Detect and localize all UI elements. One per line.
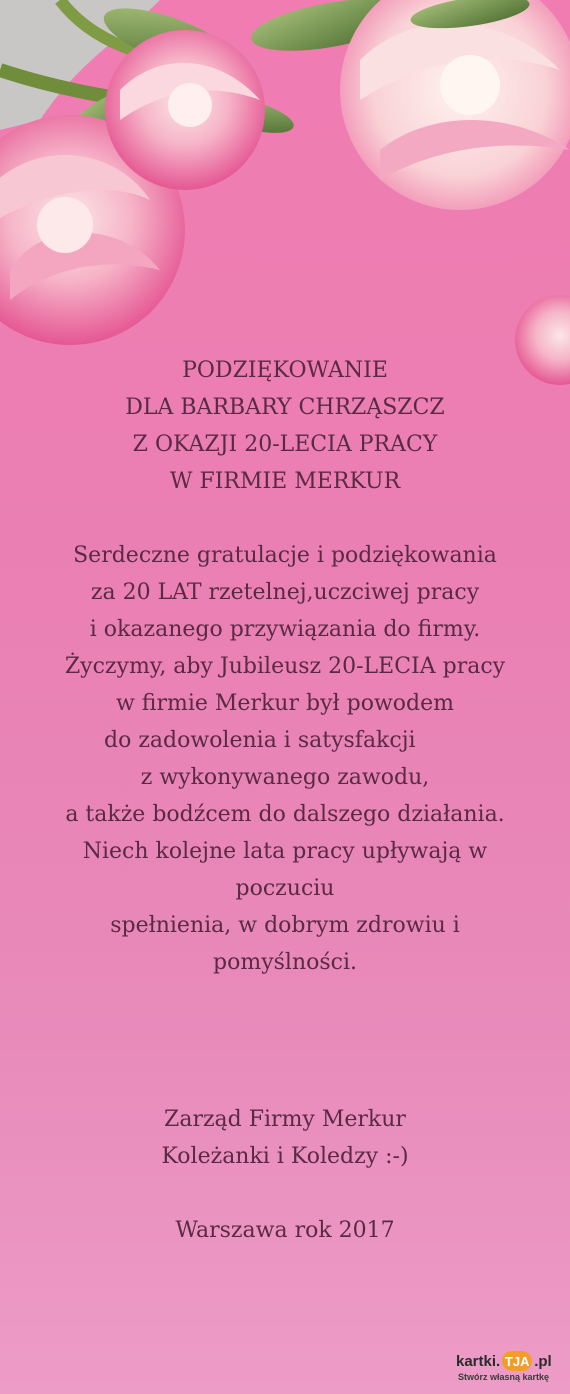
heading-line-4: W FIRMIE MERKUR	[169, 469, 401, 494]
body-line-6: do zadowolenia i satysfakcji	[104, 728, 416, 753]
spacer-big	[0, 981, 570, 1101]
signature-line-2: Koleżanki i Koledzy :-)	[161, 1144, 409, 1169]
body-line-7: z wykonywanego zawodu,	[140, 765, 430, 790]
roses-image	[0, 0, 570, 400]
message-text	[0, 352, 570, 1249]
body-line-11: spełnienia, w dobrym zdrowiu i	[110, 913, 460, 938]
heading-line-3: Z OKAZJI 20-LECIA PRACY	[132, 432, 438, 457]
logo-tagline: Stwórz własną kartkę	[458, 1372, 550, 1382]
logo-suffix: .pl	[534, 1352, 552, 1370]
heading-line-2: DLA BARBARY CHRZĄSZCZ	[125, 395, 445, 420]
body-line-10: poczuciu	[235, 876, 335, 901]
body-line-4: Życzymy, aby Jubileusz 20-LECIA pracy	[64, 654, 506, 679]
logo-prefix: kartki.	[456, 1352, 501, 1370]
logo-wordmark	[456, 1350, 560, 1372]
body-line-3: i okazanego przywiązania do firmy.	[89, 617, 481, 642]
kartki-logo[interactable]	[456, 1350, 560, 1384]
body-line-12: pomyślności.	[213, 950, 357, 975]
body-line-8: a także bodźcem do dalszego działania.	[65, 802, 505, 827]
body-line-2: za 20 LAT rzetelnej,uczciwej pracy	[90, 580, 480, 605]
logo-badge: TJA	[502, 1351, 532, 1371]
place-date: Warszawa rok 2017	[175, 1218, 395, 1243]
spacer	[0, 1175, 570, 1212]
body-line-9: Niech kolejne lata pracy upływają w	[82, 839, 488, 864]
heading-line-1: PODZIĘKOWANIE	[182, 358, 388, 383]
spacer	[0, 500, 570, 537]
signature-line-1: Zarząd Firmy Merkur	[164, 1107, 406, 1132]
body-line-5: w firmie Merkur był powodem	[115, 691, 454, 716]
body-line-1: Serdeczne gratulacje i podziękowania	[73, 543, 497, 568]
